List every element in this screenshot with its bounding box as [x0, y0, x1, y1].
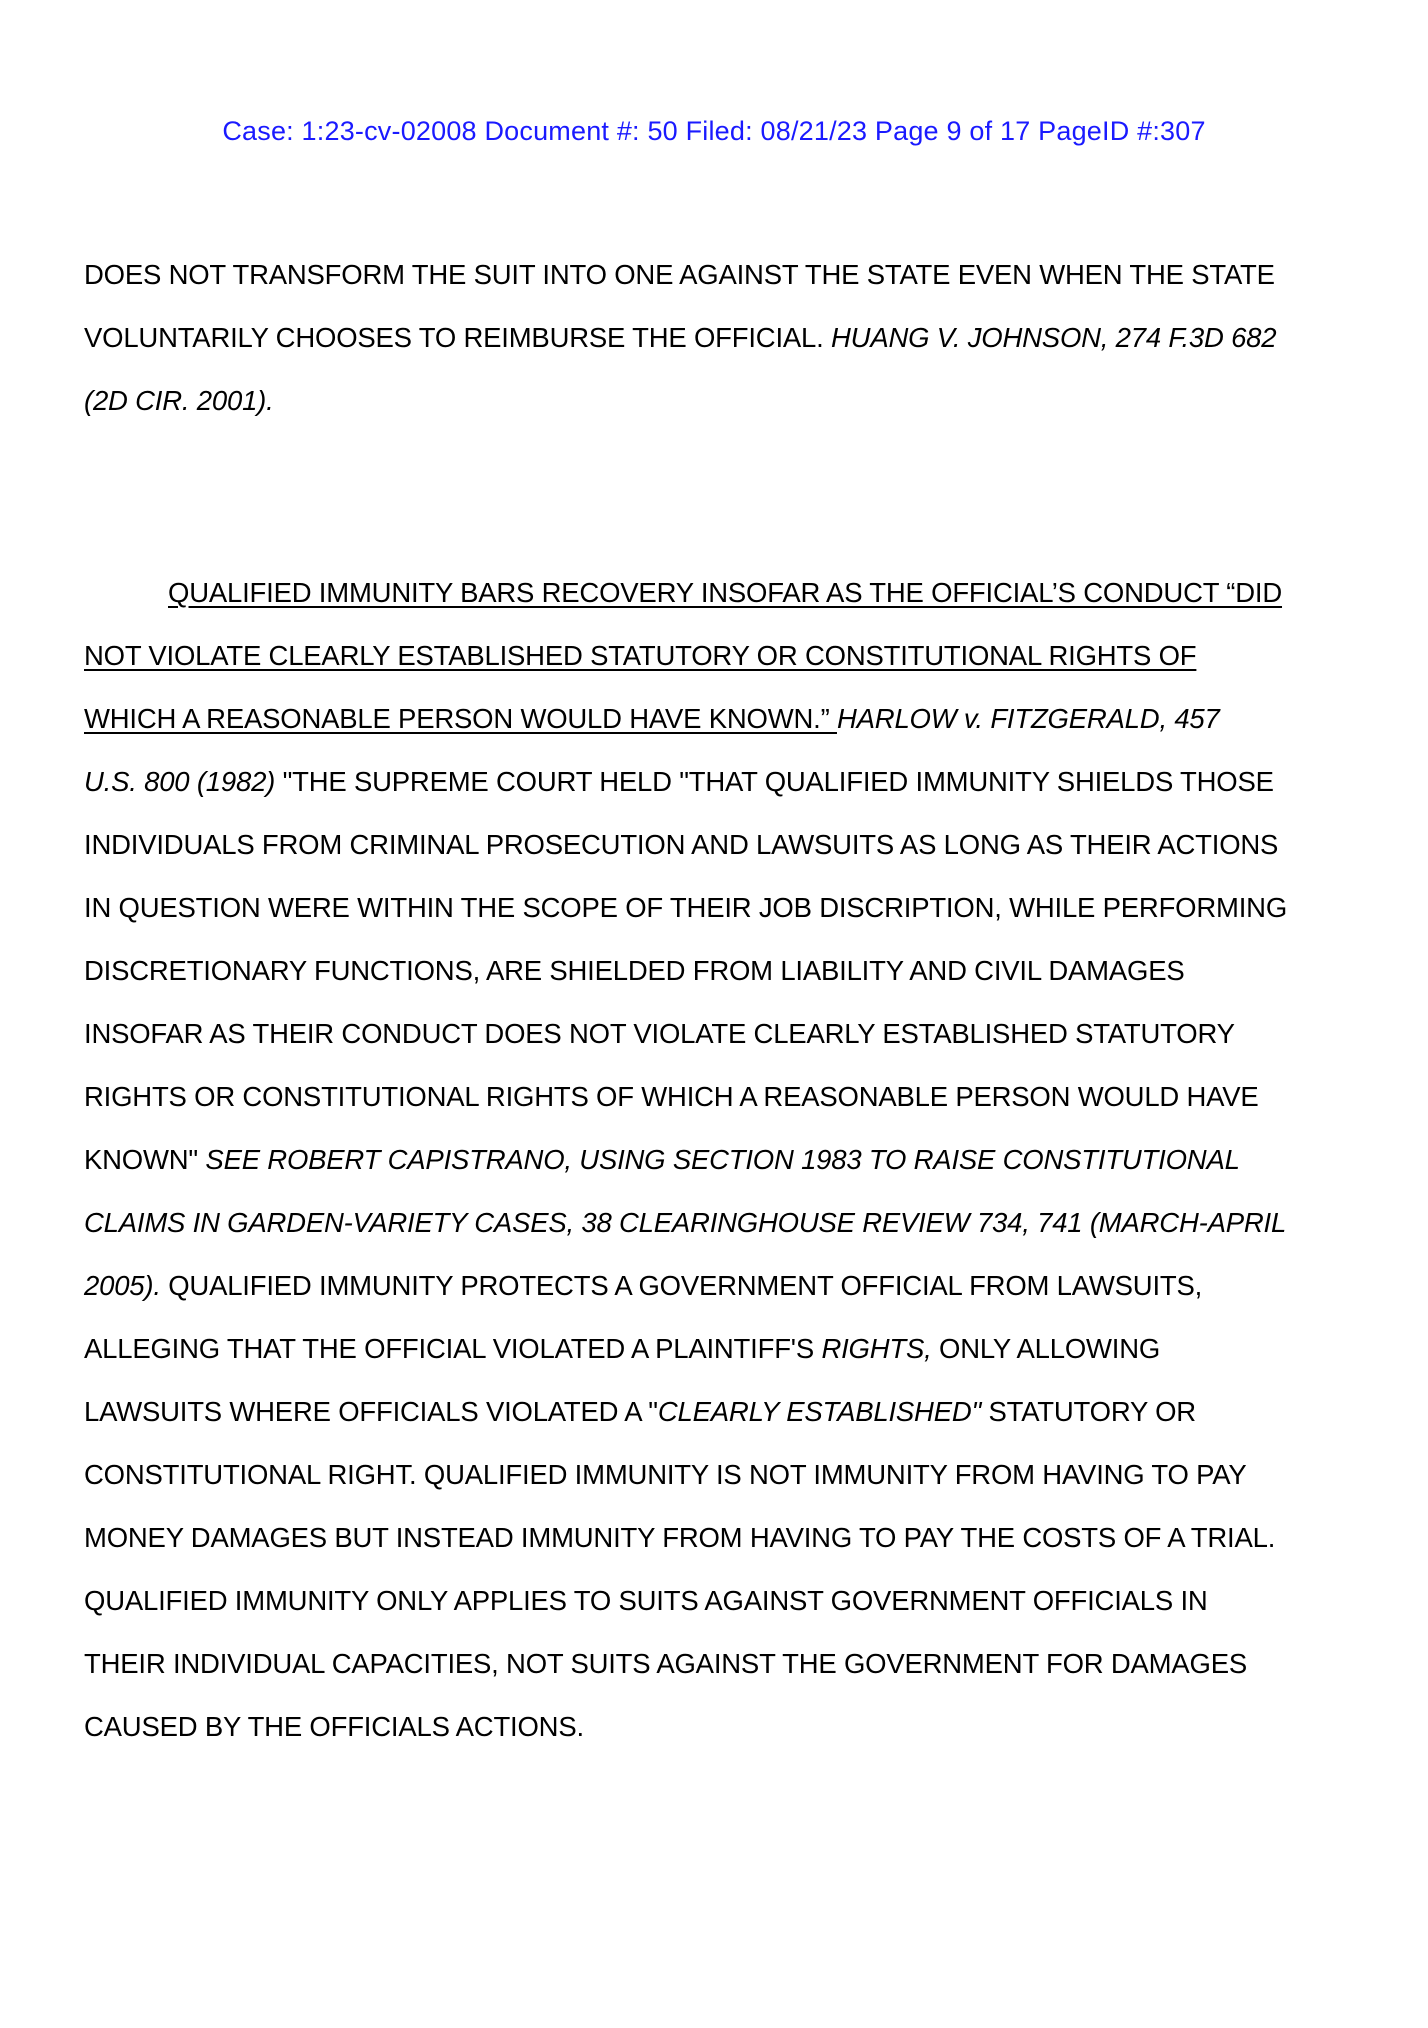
para2-line-8: INSOFAR AS THEIR CONDUCT DOES NOT VIOLATE CLEARLY ESTABLISHED STATUTORY	[84, 1018, 1235, 1049]
para2-line-13	[84, 1333, 1160, 1365]
para2-line-3	[84, 703, 1220, 735]
para2-line-7: DISCRETIONARY FUNCTIONS, ARE SHIELDED FROM LIABILITY AND CIVIL DAMAGES	[84, 955, 1185, 986]
para2-line-1: QUALIFIED IMMUNITY BARS RECOVERY INSOFAR AS THE OFFICIAL’S CONDUCT “DID	[168, 577, 1283, 608]
para2-line-12	[84, 1270, 1202, 1302]
citation-capistrano: SEE ROBERT CAPISTRANO, USING SECTION 1983 TO RAISE CONSTITUTIONAL	[205, 1144, 1240, 1175]
emphasis-rights: RIGHTS,	[821, 1333, 932, 1364]
para2-line-13-text-b: ONLY ALLOWING	[931, 1333, 1161, 1364]
para2-line-14-text-a: LAWSUITS WHERE OFFICIALS VIOLATED A "	[84, 1396, 658, 1427]
para2-line-10	[84, 1144, 1240, 1176]
para1-line-1: DOES NOT TRANSFORM THE SUIT INTO ONE AGAINST THE STATE EVEN WHEN THE STATE	[84, 259, 1275, 290]
para2-line-14-text-b: STATUTORY OR	[981, 1396, 1196, 1427]
case-citation-harlow: HARLOW v. FITZGERALD, 457	[836, 703, 1220, 734]
para1-line-2	[84, 322, 1276, 354]
para2-line-13-text-a: ALLEGING THAT THE OFFICIAL VIOLATED A PLAINTIFF'S	[84, 1333, 822, 1364]
para2-line-16: MONEY DAMAGES BUT INSTEAD IMMUNITY FROM HAVING TO PAY THE COSTS OF A TRIAL.	[84, 1522, 1276, 1553]
case-citation-huang: HUANG V. JOHNSON, 274 F.3D 682	[831, 322, 1277, 353]
para2-line-5: INDIVIDUALS FROM CRIMINAL PROSECUTION AND LAWSUITS AS LONG AS THEIR ACTIONS	[84, 829, 1279, 860]
para2-line-17: QUALIFIED IMMUNITY ONLY APPLIES TO SUITS AGAINST GOVERNMENT OFFICIALS IN	[84, 1585, 1208, 1616]
para2-line-9: RIGHTS OR CONSTITUTIONAL RIGHTS OF WHICH A REASONABLE PERSON WOULD HAVE	[84, 1081, 1259, 1112]
para2-line-18: THEIR INDIVIDUAL CAPACITIES, NOT SUITS AGAINST THE GOVERNMENT FOR DAMAGES	[84, 1648, 1247, 1679]
para2-line-14	[84, 1396, 1196, 1428]
para2-line-19: CAUSED BY THE OFFICIALS ACTIONS.	[84, 1711, 584, 1742]
citation-capistrano-year: 2005).	[84, 1270, 161, 1301]
para2-line-4	[84, 766, 1274, 798]
para2-line-15: CONSTITUTIONAL RIGHT. QUALIFIED IMMUNITY IS NOT IMMUNITY FROM HAVING TO PAY	[84, 1459, 1247, 1490]
para2-line-2: NOT VIOLATE CLEARLY ESTABLISHED STATUTORY OR CONSTITUTIONAL RIGHTS OF	[84, 640, 1197, 671]
para2-line-12-text: QUALIFIED IMMUNITY PROTECTS A GOVERNMENT OFFICIAL FROM LAWSUITS,	[160, 1270, 1203, 1301]
para2-line-4-text: "THE SUPREME COURT HELD "THAT QUALIFIED IMMUNITY SHIELDS THOSE	[275, 766, 1274, 797]
case-citation-harlow-cont: U.S. 800 (1982)	[84, 766, 276, 797]
para2-line-11: CLAIMS IN GARDEN-VARIETY CASES, 38 CLEARINGHOUSE REVIEW 734, 741 (MARCH-APRIL	[84, 1207, 1287, 1238]
para2-line-6: IN QUESTION WERE WITHIN THE SCOPE OF THEIR JOB DISCRIPTION, WHILE PERFORMING	[84, 892, 1288, 923]
quote-underlined: WHICH A REASONABLE PERSON WOULD HAVE KNOWN.”	[84, 703, 837, 734]
case-header: Case: 1:23-cv-02008 Document #: 50 Filed: 08/21/23 Page 9 of 17 PageID #:307	[222, 116, 1206, 146]
emphasis-clearly-established: CLEARLY ESTABLISHED"	[657, 1396, 982, 1427]
para1-line-2-text: VOLUNTARILY CHOOSES TO REIMBURSE THE OFFICIAL.	[84, 322, 832, 353]
para2-line-10-text: KNOWN"	[84, 1144, 206, 1175]
para1-line-3: (2D CIR. 2001).	[84, 385, 274, 416]
